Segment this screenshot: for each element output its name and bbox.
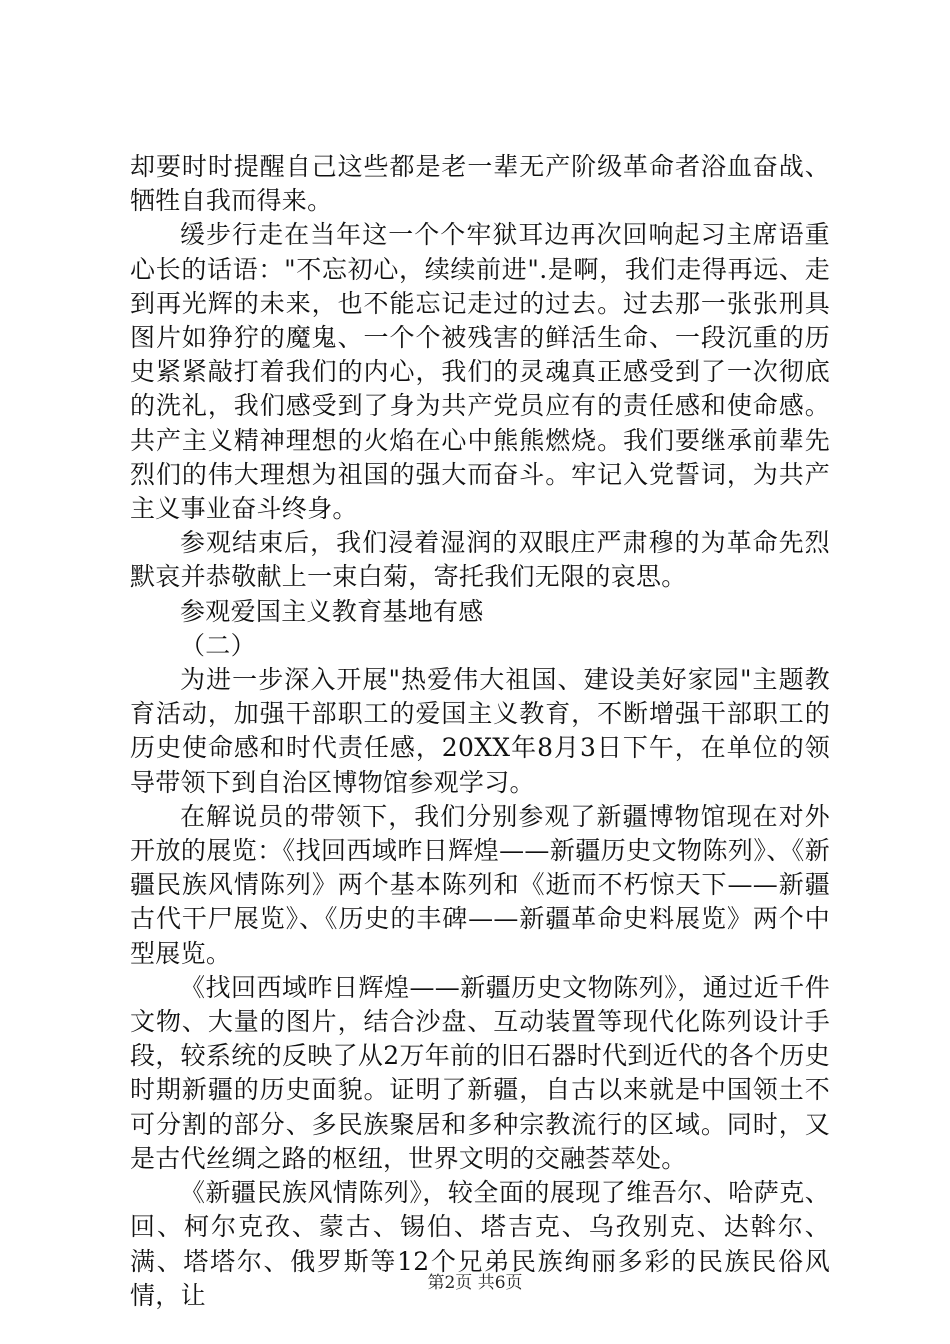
section-number: （二） [180,630,256,660]
paragraph-history-exhibit: 《找回西域昨日辉煌——新疆历史文物陈列》，通过近千件文物、大量的图片，结合沙盘、互动装置等现代化陈列设计手段，较系统的反映了从2万年前的旧石器时代到近代的各个历史时期新疆的历史面貌。证明了新疆，自古以来就是中国领土不可分割的部分、多民族聚居和多种宗教流行的区域。同时，又是古代丝绸之路的枢纽，世界文明的交融荟萃处。 [130,972,830,1173]
paragraph-continuation: 却要时时提醒自己这些都是老一辈无产阶级革命者浴血奋战、牺牲自我而得来。 [130,152,830,216]
paragraph-ethnic-exhibit: 《新疆民族风情陈列》，较全面的展现了维吾尔、哈萨克、回、柯尔克孜、蒙古、锡伯、塔吉克、乌孜别克、达斡尔、满、塔塔尔、俄罗斯等12个兄弟民族绚丽多彩的民族民俗风情，让 [130,1178,830,1310]
paragraph-intro: 为进一步深入开展"热爱伟大祖国、建设美好家园"主题教育活动，加强干部职工的爱国主义教育，不断增强干部职工的历史使命感和时代责任感，20XX年8月3日下午，在单位的领导带领下到自治区博物馆参观学习。 [130,665,830,797]
paragraph-tribute: 参观结束后，我们浸着湿润的双眼庄严肃穆的为革命先烈默哀并恭敬献上一束白菊，寄托我们无限的哀思。 [130,528,830,592]
paragraph-exhibitions: 在解说员的带领下，我们分别参观了新疆博物馆现在对外开放的展览：《找回西域昨日辉煌——新疆历史文物陈列》、《新疆民族风情陈列》两个基本陈列和《逝而不朽惊天下——新疆古代干尸展览》、《历史的丰碑——新疆革命史料展览》两个中型展览。 [130,801,830,968]
page-number-footer: 第2页 共6页 [427,1273,523,1293]
paragraph-prison-visit: 缓步行走在当年这一个个牢狱耳边再次回响起习主席语重心长的话语："不忘初心，续续前进".是啊，我们走得再远、走到再光辉的未来，也不能忘记走过的过去。过去那一张张刑具图片如狰狞的魔鬼、一个个被残害的鲜活生命、一段沉重的历史紧紧敲打着我们的内心，我们的灵魂真正感受到了一次彻底的洗礼，我们感受到了身为共产党员应有的责任感和使命感。共产主义精神理想的火焰在心中熊熊燃烧。我们要继承前辈先烈们的伟大理想为祖国的强大而奋斗。牢记入党誓词，为共产主义事业奋斗终身。 [130,220,830,524]
document-body [130,150,830,1313]
section-title: 参观爱国主义教育基地有感 [180,596,484,626]
